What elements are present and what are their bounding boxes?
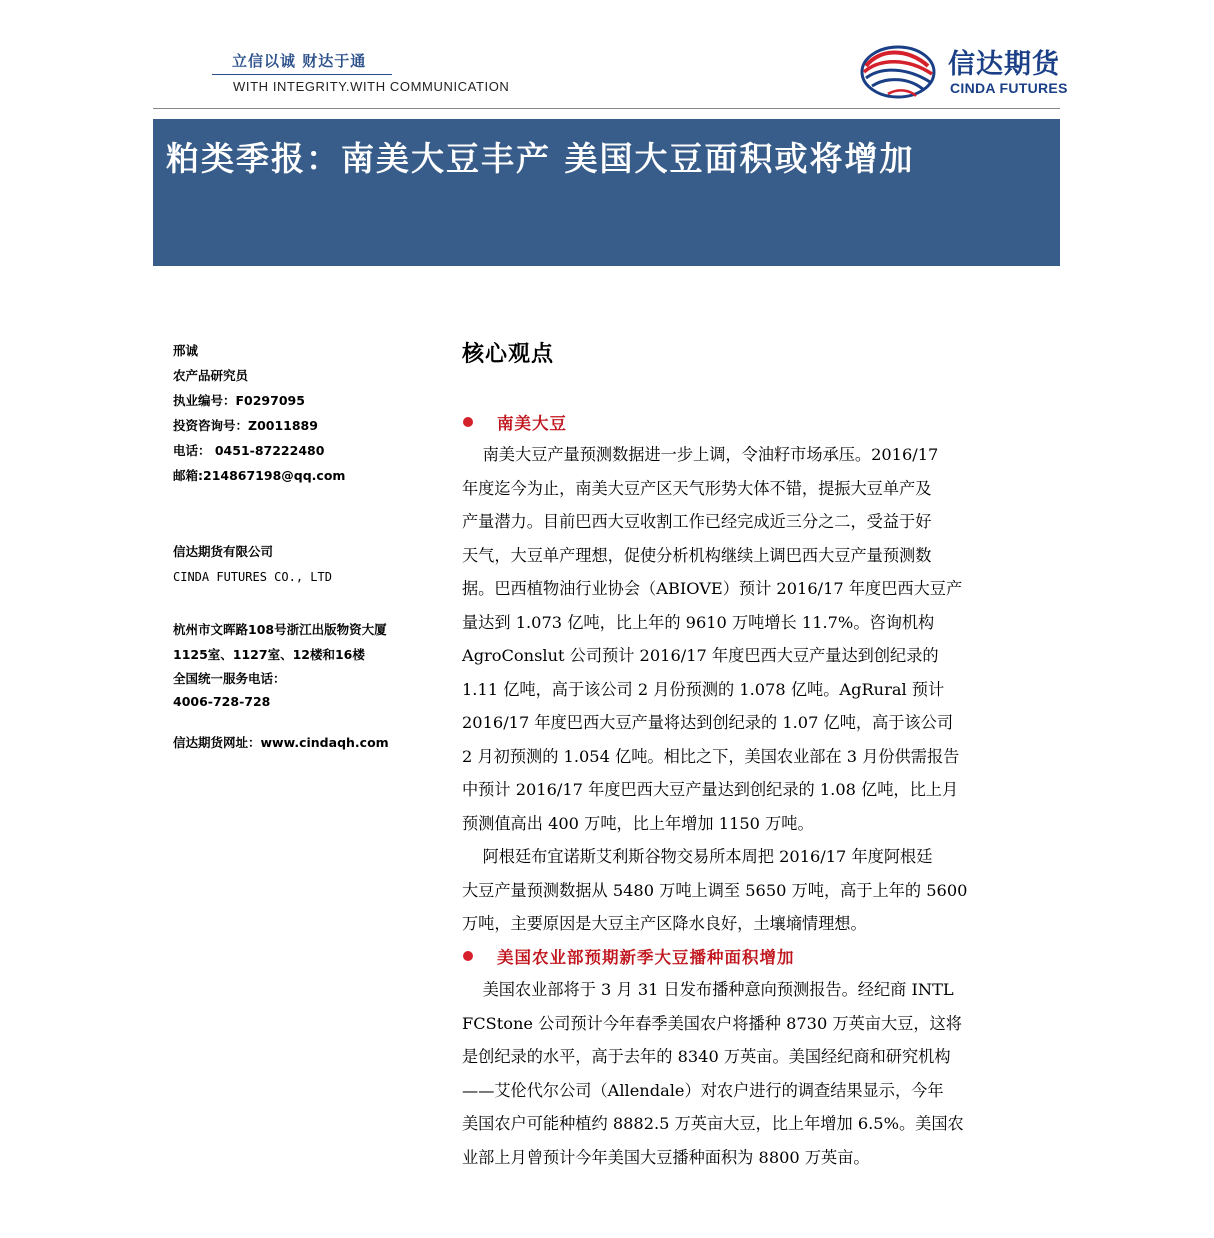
text-line: 阿根廷布宜诺斯艾利斯谷物交易所本周把 2016/17 年度阿根廷 [462, 847, 933, 866]
section-title-south-america: 南美大豆 [497, 414, 567, 433]
author-license: 执业编号：F0297095 [173, 393, 305, 408]
company-website: 信达期货网址：www.cindaqh.com [173, 735, 389, 750]
text-line: 预测值高出 400 万吨，比上年增加 1150 万吨。 [462, 813, 814, 833]
company-address-line-1: 杭州市文晖路108号浙江出版物资大厦 [173, 622, 387, 637]
text-line: 业部上月曾预计今年美国大豆播种面积为 8800 万英亩。 [462, 1147, 870, 1167]
company-name-en: CINDA FUTURES CO., LTD [173, 570, 332, 584]
slogan-underline [212, 74, 392, 75]
text-line: 2016/17 年度巴西大豆产量将达到创纪录的 1.07 亿吨，高于该公司 [462, 713, 954, 732]
company-name-cn: 信达期货有限公司 [173, 544, 274, 559]
author-consult-number: 投资咨询号：Z0011889 [173, 418, 318, 433]
company-address-line-2: 1125室、1127室、12楼和16楼 [173, 647, 365, 662]
author-phone: 电话： 0451-87222480 [173, 443, 325, 458]
slogan-english: WITH INTEGRITY.WITH COMMUNICATION [233, 79, 510, 94]
hotline-label: 全国统一服务电话： [173, 671, 286, 686]
author-name: 邢诚 [173, 343, 199, 358]
bullet-icon [463, 417, 473, 427]
brand-name-english: CINDA FUTURES [950, 80, 1068, 96]
text-line: 大豆产量预测数据从 5480 万吨上调至 5650 万吨，高于上年的 5600 [462, 880, 968, 900]
cinda-logo-icon [858, 44, 938, 100]
header-divider [153, 108, 1060, 109]
text-line: 年度迄今为止，南美大豆产区天气形势大体不错，提振大豆单产及 [462, 478, 932, 498]
paragraph-us-acreage [462, 973, 1052, 1174]
text-line: 天气，大豆单产理想，促使分析机构继续上调巴西大豆产量预测数 [462, 545, 932, 565]
text-line: AgroConslut 公司预计 2016/17 年度巴西大豆产量达到创纪录的 [462, 646, 939, 665]
text-line: 中预计 2016/17 年度巴西大豆产量达到创纪录的 1.08 亿吨，比上月 [462, 780, 959, 799]
paragraph-south-america-2 [462, 840, 1052, 941]
text-line: 据。巴西植物油行业协会（ABIOVE）预计 2016/17 年度巴西大豆产 [462, 579, 963, 598]
author-email: 邮箱:214867198@qq.com [173, 468, 346, 483]
text-line: 美国农业部将于 3 月 31 日发布播种意向预测报告。经纪商 INTL [462, 980, 954, 999]
bullet-icon [463, 951, 473, 961]
brand-name-chinese: 信达期货 [948, 49, 1060, 80]
text-line: 是创纪录的水平，高于去年的 8340 万英亩。美国经纪商和研究机构 [462, 1047, 951, 1066]
text-line: ——艾伦代尔公司（Allendale）对农户进行的调查结果显示，今年 [462, 1080, 944, 1100]
paragraph-south-america-1 [462, 438, 1052, 840]
text-line: 产量潜力。目前巴西大豆收割工作已经完成近三分之二，受益于好 [462, 512, 932, 531]
text-line: 1.11 亿吨，高于该公司 2 月份预测的 1.078 亿吨。AgRural 预计 [462, 679, 945, 699]
text-line: 美国农户可能种植约 8882.5 万英亩大豆，比上年增加 6.5%。美国农 [462, 1114, 964, 1133]
report-title: 粕类季报：南美大豆丰产 美国大豆面积或将增加 [166, 139, 915, 178]
hotline-number: 4006-728-728 [173, 694, 271, 709]
slogan-chinese: 立信以诚 财达于通 [232, 52, 367, 70]
text-line: 万吨，主要原因是大豆主产区降水良好，土壤墒情理想。 [462, 914, 867, 933]
text-line: FCStone 公司预计今年春季美国农户将播种 8730 万英亩大豆，这将 [462, 1013, 962, 1033]
section-title-us-acreage: 美国农业部预期新季大豆播种面积增加 [497, 948, 795, 967]
text-line: 南美大豆产量预测数据进一步上调，令油籽市场承压。2016/17 [462, 445, 939, 464]
core-views-heading: 核心观点 [462, 341, 555, 367]
text-line: 量达到 1.073 亿吨，比上年的 9610 万吨增长 11.7%。咨询机构 [462, 612, 935, 632]
author-role: 农产品研究员 [173, 368, 249, 383]
text-line: 2 月初预测的 1.054 亿吨。相比之下，美国农业部在 3 月份供需报告 [462, 746, 960, 766]
